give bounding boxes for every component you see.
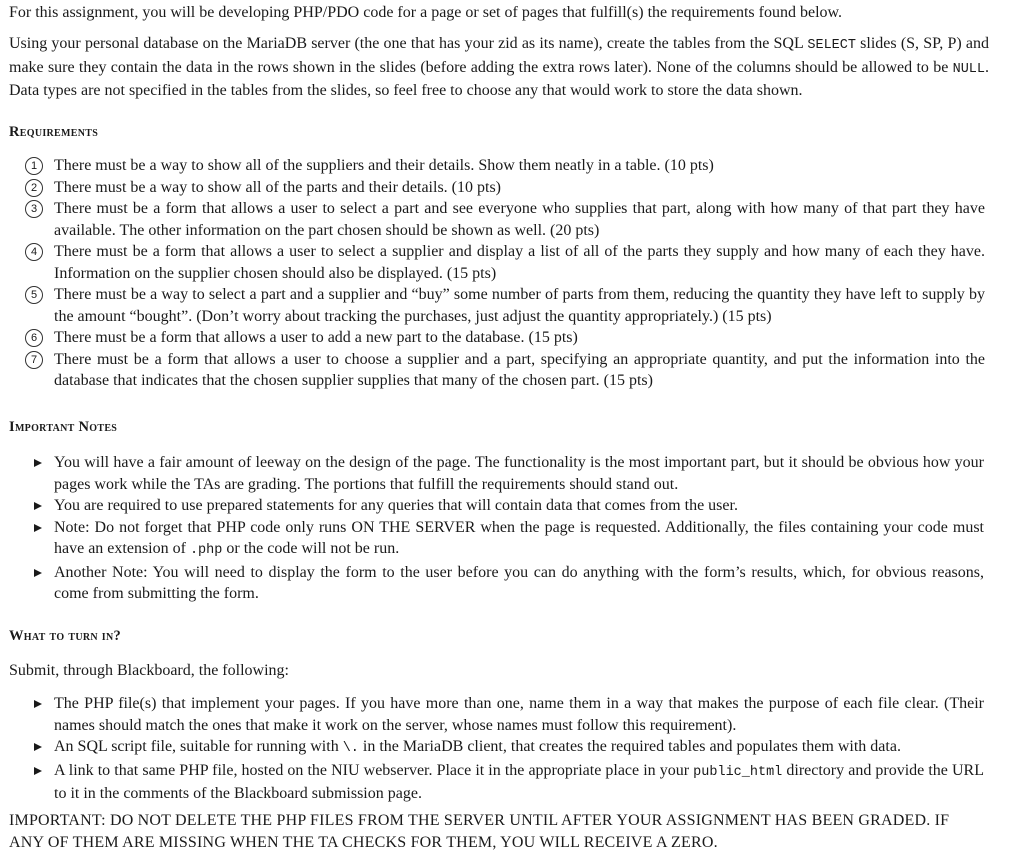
requirement-item (23, 327, 985, 349)
submission-text-2: directory and provide the URL to it in the comments of the Blackboard submission page. (54, 761, 984, 802)
submission-text-1: An SQL script file, suitable for running with (54, 738, 343, 755)
important-notes-heading: Important Notes (9, 419, 118, 435)
triangle-bullet-icon (34, 524, 42, 532)
requirement-text: There must be a way to show all of the parts and their details. (10 pts) (54, 178, 501, 196)
important-warning: IMPORTANT: DO NOT DELETE THE PHP FILES FROM THE SERVER UNTIL AFTER YOUR ASSIGNMENT HAS BEEN GRADED. IF ANY OF THEM ARE MISSING WHEN THE TA CHECKS FOR THEM, YOU WILL RECEIVE A ZERO. (9, 812, 950, 851)
database-paragraph (9, 33, 989, 102)
note-text: Another Note: You will need to display the form to the user before you can do anything with the form’s results, which, for obvious reasons, come from submitting the form. (54, 563, 984, 602)
circled-number-icon: 3 (25, 200, 43, 218)
php-extension-code: .php (189, 543, 223, 558)
important-notes-list (32, 452, 984, 605)
requirement-item (23, 155, 985, 177)
note-item (32, 517, 984, 562)
requirement-item (23, 284, 985, 327)
note-text-1: Note: Do not forget that PHP code only runs ON THE SERVER when the page is requested. Additionally, the files containing your code must have an extension of (54, 518, 984, 557)
circled-number-icon: 4 (25, 243, 43, 261)
note-text: You are required to use prepared statements for any queries that will contain data that comes from the user. (54, 497, 738, 514)
select-code: SELECT (807, 38, 856, 53)
submission-item (32, 693, 984, 736)
submission-text-1: A link to that same PHP file, hosted on the NIU webserver. Place it in the appropriate place in your (54, 761, 694, 779)
circled-number-icon: 7 (25, 351, 43, 369)
triangle-bullet-icon (34, 502, 42, 510)
requirement-text: There must be a form that allows a user to select a part and see everyone who supplies that part, along with how many of that part they have available. The other information on the part chosen should be shown as well. (20 pts) (54, 200, 985, 239)
requirements-list (23, 155, 985, 392)
requirement-item (23, 198, 985, 241)
note-item (32, 495, 984, 517)
intro-line: For this assignment, you will be developing PHP/PDO code for a page or set of pages that fulfill(s) the requirements found below. (9, 4, 843, 21)
submission-list (32, 693, 984, 805)
triangle-bullet-icon (34, 700, 42, 708)
requirement-item (23, 177, 985, 199)
requirements-heading: Requirements (9, 124, 99, 140)
note-text: You will have a fair amount of leeway on the design of the page. The functionality is the most important part, but it should be obvious how your pages work while the TAs are grading. The portions that fulfill the requirements should stand out. (54, 454, 984, 493)
submission-text: The PHP file(s) that implement your pages. If you have more than one, name them in a way that makes the purpose of each file clear. (Their names should match the ones that make it work on the server, whose names must follow this requirement). (54, 695, 984, 734)
triangle-bullet-icon (34, 767, 42, 775)
triangle-bullet-icon (34, 569, 42, 577)
triangle-bullet-icon (34, 743, 42, 751)
requirement-text: There must be a form that allows a user to choose a supplier and a part, specifying an appropriate quantity, and put the information into the database that indicates that the chosen supplier supplies that many of the chosen part. (15 pts) (54, 350, 985, 389)
note-item (32, 562, 984, 605)
what-to-turn-in-heading: What to turn in? (9, 628, 122, 644)
requirement-item (23, 349, 985, 392)
requirement-text: There must be a form that allows a user to select a supplier and display a list of all of the parts they supply and how many of each they have. Information on the supplier chosen should also be displayed. (15 pts) (54, 243, 985, 282)
circled-number-icon: 6 (25, 329, 43, 347)
requirement-item (23, 241, 985, 284)
submission-item (32, 736, 984, 760)
requirement-text: There must be a form that allows a user to add a new part to the database. (15 pts) (54, 329, 578, 346)
note-item (32, 452, 984, 495)
null-code: NULL (952, 61, 985, 77)
requirement-text: There must be a way to select a part and a supplier and “buy” some number of parts from them, reducing the quantity they have left to supply by the amount “bought”. (Don’t worry about tracking the purchases, just adjust the quantity appropriately.) (15 pts) (54, 286, 985, 325)
submission-item (32, 760, 984, 805)
circled-number-icon: 1 (25, 157, 43, 175)
note-text-2: or the code will not be run. (222, 540, 400, 557)
requirement-text: There must be a way to show all of the suppliers and their details. Show them neatly in a table. (10 pts) (54, 157, 714, 174)
database-text-2: slides (S, SP, P) and make sure they contain the data in the rows shown in the slides (before adding the extra rows later). None of the columns should be allowed to be (9, 35, 989, 76)
triangle-bullet-icon (34, 459, 42, 467)
backslash-dot-code: \. (342, 741, 359, 756)
database-text-3: . Data types are not specified in the tables from the slides, so feel free to choose any that would work to store the data shown. (9, 58, 989, 99)
database-text-1: Using your personal database on the MariaDB server (the one that has your zid as its name), create the tables from the SQL (9, 35, 808, 52)
circled-number-icon: 5 (25, 286, 43, 304)
circled-number-icon: 2 (25, 179, 43, 197)
submission-text-2: in the MariaDB client, that creates the required tables and populates them with data. (358, 738, 901, 755)
submit-intro: Submit, through Blackboard, the following: (9, 662, 289, 679)
public-html-code: public_html (693, 764, 783, 780)
